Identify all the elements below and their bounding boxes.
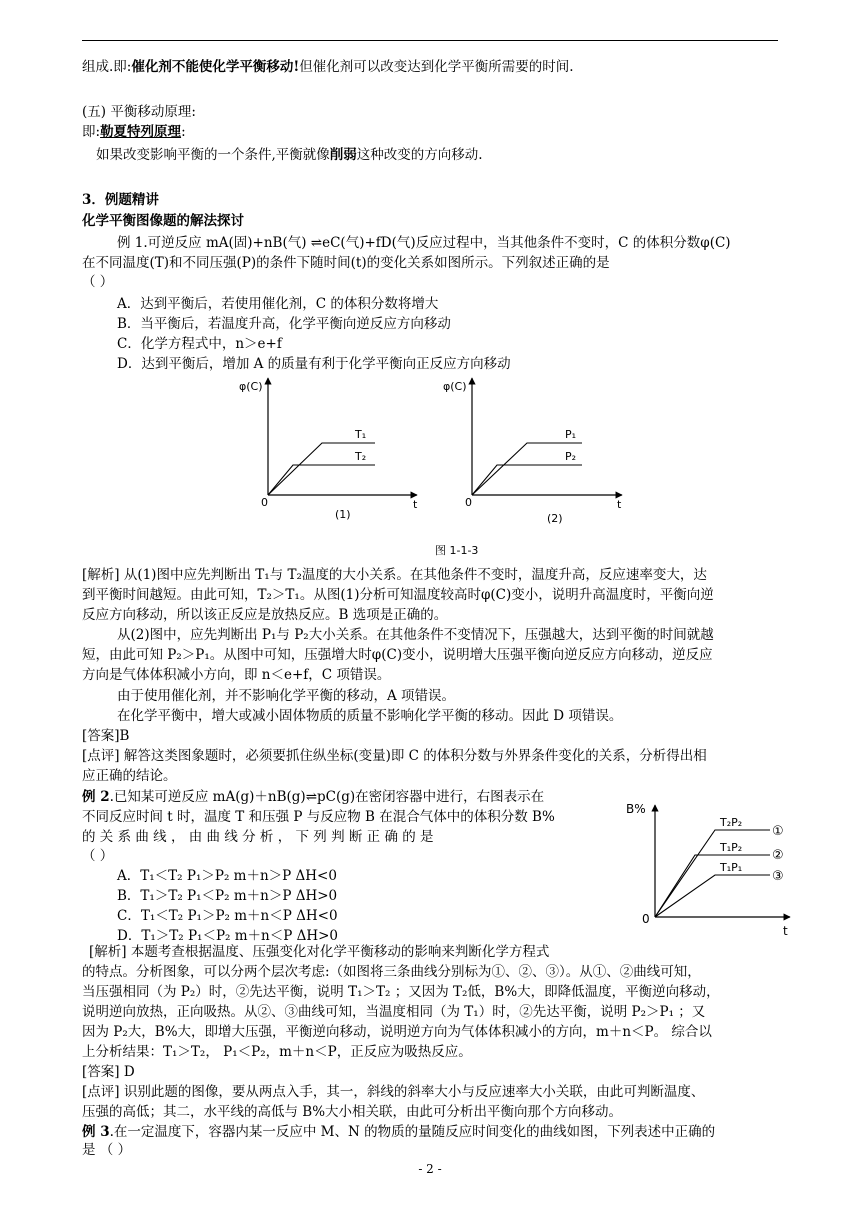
text: 如果改变影响平衡的一个条件,平衡就像: [96, 147, 330, 163]
analysis-1-line-8: 在化学平衡中，增大或减小固体物质的质量不影响化学平衡的移动。因此 D 项错误。: [117, 708, 623, 724]
comment-2-line-1: [点评] 识别此题的图像，要从两点入手，其一，斜线的斜率大小与反应速率大小关联，由此可判断温度、: [82, 1084, 705, 1100]
text: :: [181, 124, 186, 140]
figure-1-1-3: [225, 370, 645, 560]
principle-line: [96, 145, 796, 165]
option-a: A．达到平衡后，若使用催化剂，C 的体积分数将增大: [117, 296, 439, 312]
y-axis-label: φ(C): [443, 380, 467, 393]
comment-1-line-1: [点评] 解答这类图象题时，必须要抓住纵坐标(变量)即 C 的体积分数与外界条件变化的关系，分析得出相: [82, 748, 707, 764]
curve-3-marker: ③: [772, 869, 784, 884]
x-axis-label: t: [617, 498, 622, 511]
curve-2-label: T₁P₂: [720, 841, 743, 854]
example-2-line-3: 的 关 系 曲 线 ， 由 曲 线 分 析 ， 下 列 判 断 正 确 的 是: [82, 829, 434, 845]
analysis-2-line-4: 说明逆向放热，正向吸热。从②、③曲线可知，当温度相同（为 T₁）时，②先达平衡，说明 P₂＞P₁ ；又: [82, 1004, 706, 1020]
example-2-line-2: 不同反应时间 t 时，温度 T 和压强 P 与反应物 B 在混合气体中的体积分数 B%: [82, 809, 555, 825]
option-d: D．达到平衡后，增加 A 的质量有利于化学平衡向正反应方向移动: [117, 356, 511, 372]
example-3-line-2: 是 （ ）: [82, 1142, 132, 1158]
weaken-bold: 削弱: [329, 147, 357, 163]
header-rule: [82, 40, 778, 41]
ex2-option-a: A．T₁＜T₂ P₁＞P₂ m＋n＞P ΔH<0: [117, 868, 337, 884]
analysis-2-line-2: 的特点。分析图象，可以分两个层次考虑:（如图将三条曲线分别标为①、②、③）。从①、②曲线可知，: [82, 964, 701, 980]
catalyst-bold: 催化剂不能使化学平衡移动!: [131, 59, 300, 75]
figure-caption: 图 1-1-3: [435, 544, 479, 557]
text: .已知某可逆反应 mA(g)＋nB(g)⇌pC(g)在密闭容器中进行，右图表示在: [109, 789, 545, 805]
curve-lower-label: T₂: [355, 450, 367, 463]
graph-2: [443, 378, 622, 525]
example-3-line-1: [82, 1122, 782, 1142]
x-axis-label: t: [413, 498, 418, 511]
example-3-label: 例 3: [82, 1124, 110, 1140]
example-2-blank: （ ）: [82, 848, 114, 864]
analysis-1-line-1: [解析] 从(1)图中应先判断出 T₁与 T₂温度的大小关系。在其他条件不变时，温度升高，反应速率变大，达: [82, 567, 707, 583]
analysis-1-line-5: 短，由此可知 P₂＞P₁。从图中可知，压强增大时φ(C)变小，说明增大压强平衡向逆反应方向移动，逆反应: [82, 647, 713, 663]
option-b: B．当平衡后，若温度升高，化学平衡向逆反应方向移动: [117, 316, 451, 332]
le-chatelier-line: [82, 122, 782, 142]
text: 组成.即:: [82, 59, 132, 75]
analysis-1-line-3: 反应方向移动，所以该正反应是放热反应。B 选项是正确的。: [82, 607, 448, 623]
y-axis-label: B%: [626, 802, 646, 816]
analysis-2-line-6: 上分析结果：T₁＞T₂， P₁＜P₂，m＋n＜P，正反应为吸热反应。: [82, 1044, 472, 1060]
curve-3: [655, 875, 770, 917]
analysis-2-line-5: 因为 P₂大，B%大，即增大压强，平衡逆向移动，说明逆方向为气体体积减小的方向，m＋n＜P。 综合以: [82, 1024, 712, 1040]
y-axis-label: φ(C): [239, 380, 263, 393]
graph-1: [239, 378, 418, 521]
comment-2-line-2: 压强的高低；其二，水平线的高低与 B%大小相关联，由此可分析出平衡向那个方向移动。: [82, 1104, 623, 1120]
section-5-heading: (五) 平衡移动原理:: [82, 104, 196, 120]
analysis-1-line-4: 从(2)图中，应先判断出 P₁与 P₂大小关系。在其他条件不变情况下，压强越大，达到平衡的时间就越: [117, 627, 714, 643]
analysis-2-line-3: 当压强相同（为 P₂）时，②先达平衡，说明 T₁＞T₂ ；又因为 T₂低，B%大，即降低温度，平衡逆向移动，: [82, 984, 720, 1000]
topic-heading: 化学平衡图像题的解法探讨: [82, 213, 244, 229]
analysis-1-line-6: 方向是气体体积减小方向，即 n＜e+f，C 项错误。: [82, 667, 391, 683]
graph-number: (2): [547, 512, 563, 525]
origin-label: 0: [465, 496, 472, 509]
figure-b-percent: [620, 795, 800, 940]
analysis-1-line-7: 由于使用催化剂，并不影响化学平衡的移动，A 项错误。: [117, 688, 456, 704]
text: 这种改变的方向移动.: [356, 147, 483, 163]
answer-1: [答案]B: [82, 728, 130, 744]
text: .在一定温度下，容器内某一反应中 M、N 的物质的量随反应时间变化的曲线如图，下列表述中正确的: [109, 1124, 716, 1140]
ex2-option-b: B．T₁＞T₂ P₁＜P₂ m＋n＞P ΔH>0: [117, 888, 338, 904]
curve-1-marker: ①: [772, 824, 784, 839]
ex2-option-d: D．T₁＞T₂ P₁＜P₂ m＋n＜P ΔH>0: [117, 928, 339, 944]
catalyst-line: [82, 57, 782, 77]
comment-1-line-2: 应正确的结论。: [82, 768, 177, 784]
le-chatelier-term: 勒夏特列原理: [100, 124, 182, 140]
origin-label: 0: [642, 912, 650, 926]
page-number: - 2 -: [418, 1162, 442, 1176]
section-3-heading: 3．例题精讲: [82, 192, 159, 208]
graph-number: (1): [335, 508, 351, 521]
curve-1-label: T₂P₂: [720, 816, 743, 829]
ex2-option-c: C．T₁＜T₂ P₁＞P₂ m＋n＜P ΔH<0: [117, 908, 338, 924]
answer-2: [答案] D: [82, 1064, 135, 1080]
example-1-blank: （ ）: [82, 274, 114, 290]
curve-2: [655, 855, 770, 917]
analysis-2-line-1: [解析] 本题考查根据温度、压强变化对化学平衡移动的影响来判断化学方程式: [89, 944, 550, 960]
text: 但催化剂可以改变达到化学平衡所需要的时间.: [299, 59, 574, 75]
curve-3-label: T₁P₁: [720, 861, 743, 874]
text: 即:: [82, 124, 101, 140]
curve-2-marker: ②: [772, 848, 784, 863]
example-1-line-1: 例 1.可逆反应 mA(固)+nB(气) ⇌eC(气)+fD(气)反应过程中，当其他条件不变时，C 的体积分数φ(C): [117, 235, 731, 251]
example-1-line-2: 在不同温度(T)和不同压强(P)的条件下随时间(t)的变化关系如图所示。下列叙述正确的是: [82, 255, 610, 271]
curve-upper-label: P₁: [565, 428, 577, 441]
example-2-label: 例 2: [82, 789, 110, 805]
curve-lower-label: P₂: [565, 450, 577, 463]
curve-upper-label: T₁: [355, 428, 367, 441]
curve-1: [655, 830, 770, 917]
option-c: C．化学方程式中，n＞e+f: [117, 336, 282, 352]
analysis-1-line-2: 到平衡时间越短。由此可知，T₂＞T₁。从图(1)分析可知温度较高时φ(C)变小，说明升高温度时，平衡向逆: [82, 587, 714, 603]
origin-label: 0: [261, 496, 268, 509]
x-axis-label: t: [783, 924, 788, 938]
